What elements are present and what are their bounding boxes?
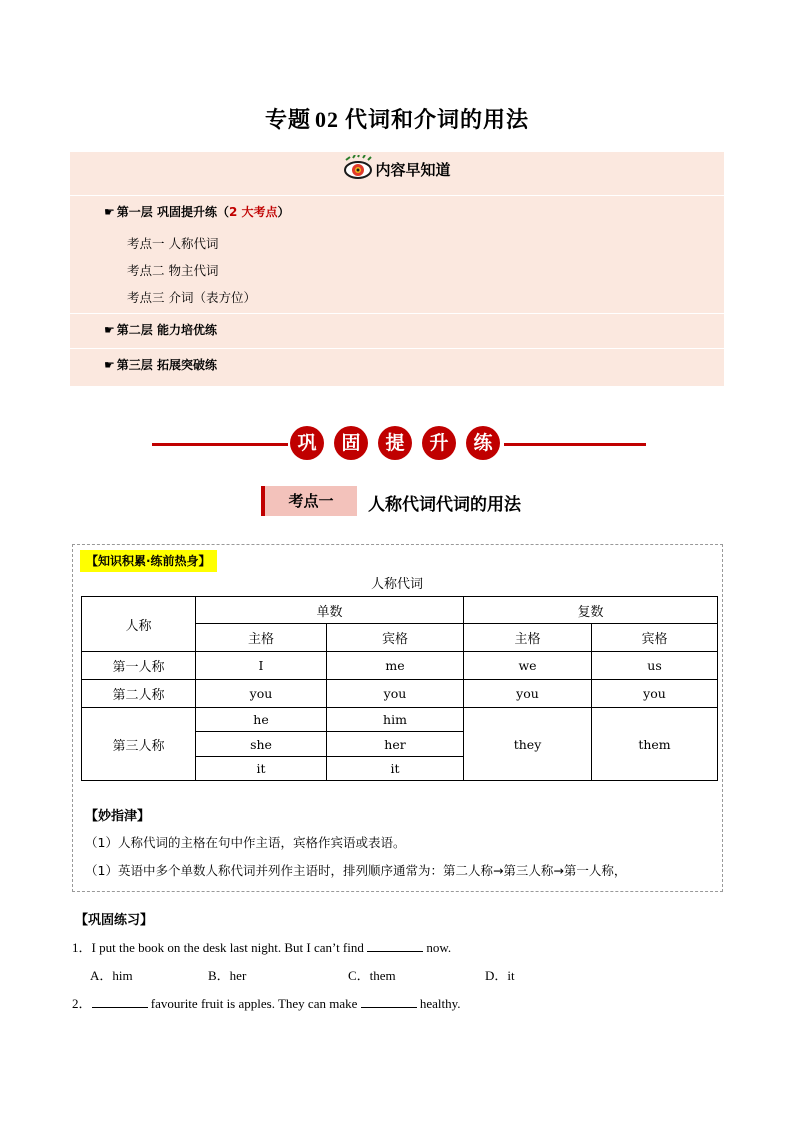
row-label: 第三人称 [82,708,196,781]
question-text: favourite fruit is apples. They can make [147,996,361,1011]
option-c[interactable]: C．them [348,968,396,983]
pronoun-table [81,596,718,781]
header-person: 人称 [82,597,196,652]
answer-blank[interactable] [367,939,423,952]
cell: she [196,732,327,757]
cell: us [592,652,718,680]
banner-line-right [504,443,646,446]
pointing-hand-icon: ☛ [104,358,115,372]
toc-header [70,152,724,192]
toc-item-2: 考点二 物主代词 [127,263,219,278]
banner-char-4: 升 [422,426,456,460]
question-number: 1． [72,940,92,955]
kp-tag-label: 考点一 [288,492,334,510]
question-text: I put the book on the desk last night. But I can’t find [91,940,368,955]
practice-heading: 【巩固练习】 [75,913,154,928]
toc-layer2-row [70,313,724,348]
question-number: 2． [72,996,92,1011]
tip-line-1: （1）人称代词的主格在句中作主语，宾格作宾语或表语。 [85,835,406,850]
toc-layer2 [70,314,724,346]
toc-layer1-close: ） [277,205,290,219]
toc-layer3 [70,349,724,381]
table-row [82,708,718,732]
knowledge-tag: 【知识积累·练前热身】 [80,550,217,572]
row-label: 第二人称 [82,680,196,708]
toc-layer1-open: （ [216,205,229,219]
cell: them [592,708,718,781]
table-caption: 人称代词 [370,577,423,592]
option-a[interactable]: A．him [90,968,133,983]
header-singular-subj: 主格 [196,624,327,652]
title-text: 代词和介词的用法 [345,108,530,133]
toc-layer1-label: 第一层 巩固提升练 [116,205,217,219]
toc-item-3: 考点三 介词（表方位） [127,290,256,305]
toc-layer3-row [70,348,724,387]
toc-box [70,152,724,386]
cell: her [327,732,464,757]
cell: they [464,708,592,781]
kp-tag [261,486,357,516]
question-2 [72,993,461,1012]
option-d[interactable]: D．it [485,968,515,983]
cell: it [196,757,327,781]
toc-layer2-label: 第二层 能力培优练 [116,323,217,337]
banner-char-5: 练 [466,426,500,460]
banner-char-1: 巩 [290,426,324,460]
cell: we [464,652,592,680]
cell: I [196,652,327,680]
cell: him [327,708,464,732]
pointing-hand-icon: ☛ [104,323,115,337]
table-row [82,680,718,708]
banner-char-2: 固 [334,426,368,460]
question-text: now. [423,940,452,955]
pointing-hand-icon: ☛ [104,205,115,219]
toc-layer1-row [70,195,724,234]
eye-icon [343,155,373,185]
kp-title: 人称代词代词的用法 [368,495,521,515]
toc-header-label: 内容早知道 [375,161,451,179]
tip-line-2: （1）英语中多个单数人称代词并列作主语时，排列顺序通常为：第二人称→第三人称→第一人称， [85,863,627,878]
question-text: healthy. [416,996,461,1011]
cell: you [592,680,718,708]
section-banner [152,424,646,464]
tips-heading: 【妙指津】 [85,809,151,824]
table-row [82,597,718,624]
header-plural: 复数 [464,597,718,624]
toc-layer1-count: 2 大考点 [228,205,278,219]
page-title [0,103,794,134]
header-singular: 单数 [196,597,464,624]
banner-line-left [152,443,288,446]
answer-blank[interactable] [92,995,148,1008]
toc-layer3-label: 第三层 拓展突破练 [116,358,217,372]
cell: it [327,757,464,781]
header-singular-obj: 宾格 [327,624,464,652]
answer-blank[interactable] [361,995,417,1008]
option-b[interactable]: B．her [208,968,247,983]
title-number: 02 [315,107,339,132]
cell: me [327,652,464,680]
cell: he [196,708,327,732]
toc-item-1: 考点一 人称代词 [127,236,219,251]
cell: you [464,680,592,708]
cell: you [196,680,327,708]
question-1 [72,937,451,956]
header-plural-obj: 宾格 [592,624,718,652]
toc-layer1 [70,196,724,228]
header-plural-subj: 主格 [464,624,592,652]
cell: you [327,680,464,708]
title-prefix: 专题 [264,108,311,133]
row-label: 第一人称 [82,652,196,680]
table-row [82,652,718,680]
banner-char-3: 提 [378,426,412,460]
